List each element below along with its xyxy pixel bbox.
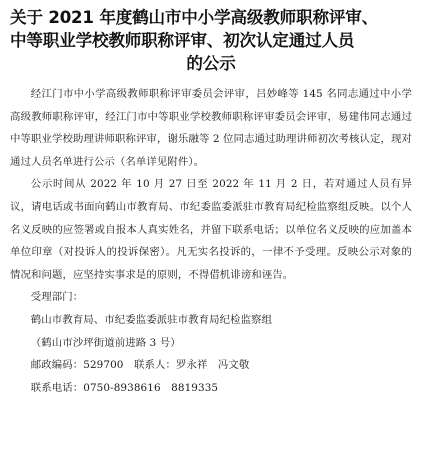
paragraph-publicity-period: 公示时间从 2022 年 10 月 27 日至 2022 年 11 月 2 日，若对通过人员有异议，请电话或书面向鹤山市教育局、市纪委监委派驻市教育局纪检监察组反映。以个人名义反映的应签署或自报本人真实姓名，并留下联系电话；以单位名义反映的应加盖本单位印章（对投诉人的投诉保密）。凡无实名投诉的，一律不予受理。反映公示对象的情况和问题，应坚持实事求是的原则，不得借机诽谤和诬告。 — [10, 178, 412, 281]
title-line-3: 的公示 — [186, 54, 236, 73]
document-body — [10, 83, 412, 399]
paragraph-review-result: 经江门市中小学高级教师职称评审委员会评审，吕妙峰等 145 名同志通过中小学高级教师职称评审，经江门市中等职业学校教师职称评审委员会评审，易建伟同志通过中等职业学校助理讲师职称评审，谢乐融等 2 位同志通过助理讲师初次考核认定，现对通过人员名单进行公示（名单详见附件）。 — [10, 88, 412, 168]
contact-phone: 联系电话：0750-8938616 8819335 — [30, 381, 219, 394]
title-line-1: 关于 2021 年度鹤山市中小学高级教师职称评审、 — [10, 8, 379, 27]
contact-label: 受理部门： — [30, 291, 84, 304]
contact-address: （鹤山市沙坪街道前进路 3 号） — [30, 336, 181, 349]
contact-postal-code: 邮政编码：529700 联系人：罗永祥 冯文敬 — [30, 359, 250, 372]
contact-department: 鹤山市教育局、市纪委监委派驻市教育局纪检监察组 — [30, 313, 273, 326]
title-line-2: 中等职业学校教师职称评审、初次认定通过人员 — [10, 31, 355, 50]
document-title — [10, 6, 412, 75]
